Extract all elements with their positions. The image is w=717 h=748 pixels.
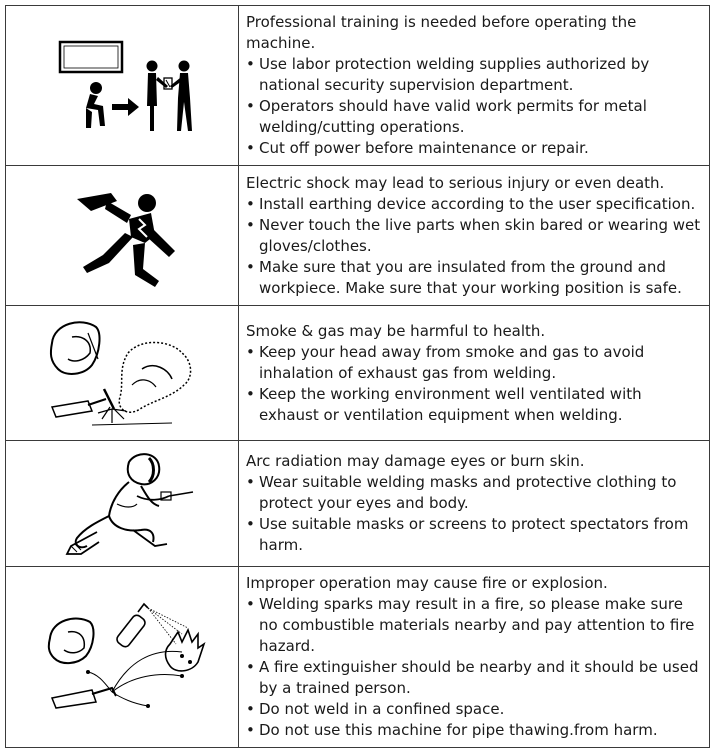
illustration-cell [6, 306, 239, 441]
bullet-item: • Never touch the live parts when skin bared or wearing wet gloves/clothes. [246, 215, 705, 257]
bullet-list [246, 342, 705, 426]
fire-explosion-icon [32, 592, 212, 722]
safety-row-arc-radiation [6, 441, 710, 567]
bullet-item: • Operators should have valid work permits for metal welding/cutting operations. [246, 96, 705, 138]
bullet-list [246, 194, 705, 299]
warning-lead: Electric shock may lead to serious injury or even death. [246, 173, 665, 192]
illustration-cell [6, 6, 239, 166]
instruction-cell [239, 166, 710, 306]
bullet-item: • Install earthing device according to the user specification. [246, 194, 705, 215]
safety-row-training [6, 6, 710, 166]
warning-lead: Arc radiation may damage eyes or burn skin. [246, 452, 585, 470]
smoke-gas-icon [32, 313, 212, 433]
warning-lead: Smoke & gas may be harmful to health. [246, 321, 546, 340]
bullet-item: • Use labor protection welding supplies authorized by national security supervision department. [246, 54, 705, 96]
bullet-item: • Make sure that you are insulated from the ground and workpiece. Make sure that your working position is safe. [246, 257, 705, 299]
instruction-cell [239, 6, 710, 166]
illustration-cell [6, 567, 239, 748]
bullet-list [246, 472, 705, 556]
bullet-item: • Keep the working environment well ventilated with exhaust or ventilation equipment when welding. [246, 384, 705, 426]
bullet-list [246, 54, 705, 159]
warning-lead: Professional training is needed before operating the machine. [246, 13, 637, 52]
safety-row-smoke-gas [6, 306, 710, 441]
bullet-item: • Use suitable masks or screens to protect spectators from harm. [246, 514, 705, 556]
illustration-cell [6, 441, 239, 567]
bullet-item: • Welding sparks may result in a fire, so please make sure no combustible materials nearby and pay attention to fire hazard. [246, 594, 705, 657]
instruction-cell [239, 441, 710, 567]
bullet-item: • Cut off power before maintenance or repair. [246, 138, 705, 159]
instruction-cell [239, 306, 710, 441]
bullet-item: • A fire extinguisher should be nearby and it should be used by a trained person. [246, 657, 705, 699]
safety-row-fire-explosion [6, 567, 710, 748]
arc-radiation-icon [37, 446, 207, 561]
safety-row-electric-shock [6, 166, 710, 306]
instruction-cell [239, 567, 710, 748]
bullet-list [246, 594, 705, 741]
illustration-cell [6, 166, 239, 306]
bullet-item: • Keep your head away from smoke and gas to avoid inhalation of exhaust gas from welding. [246, 342, 705, 384]
bullet-item: • Do not weld in a confined space. [246, 699, 705, 720]
safety-instructions-sheet [5, 5, 710, 739]
warning-lead: Improper operation may cause fire or explosion. [246, 574, 608, 592]
safety-table [5, 5, 710, 748]
training-operator-icon [42, 36, 202, 136]
bullet-item: • Wear suitable welding masks and protective clothing to protect your eyes and body. [246, 472, 705, 514]
electric-shock-icon [47, 181, 197, 291]
bullet-item: • Do not use this machine for pipe thawing.from harm. [246, 720, 705, 741]
